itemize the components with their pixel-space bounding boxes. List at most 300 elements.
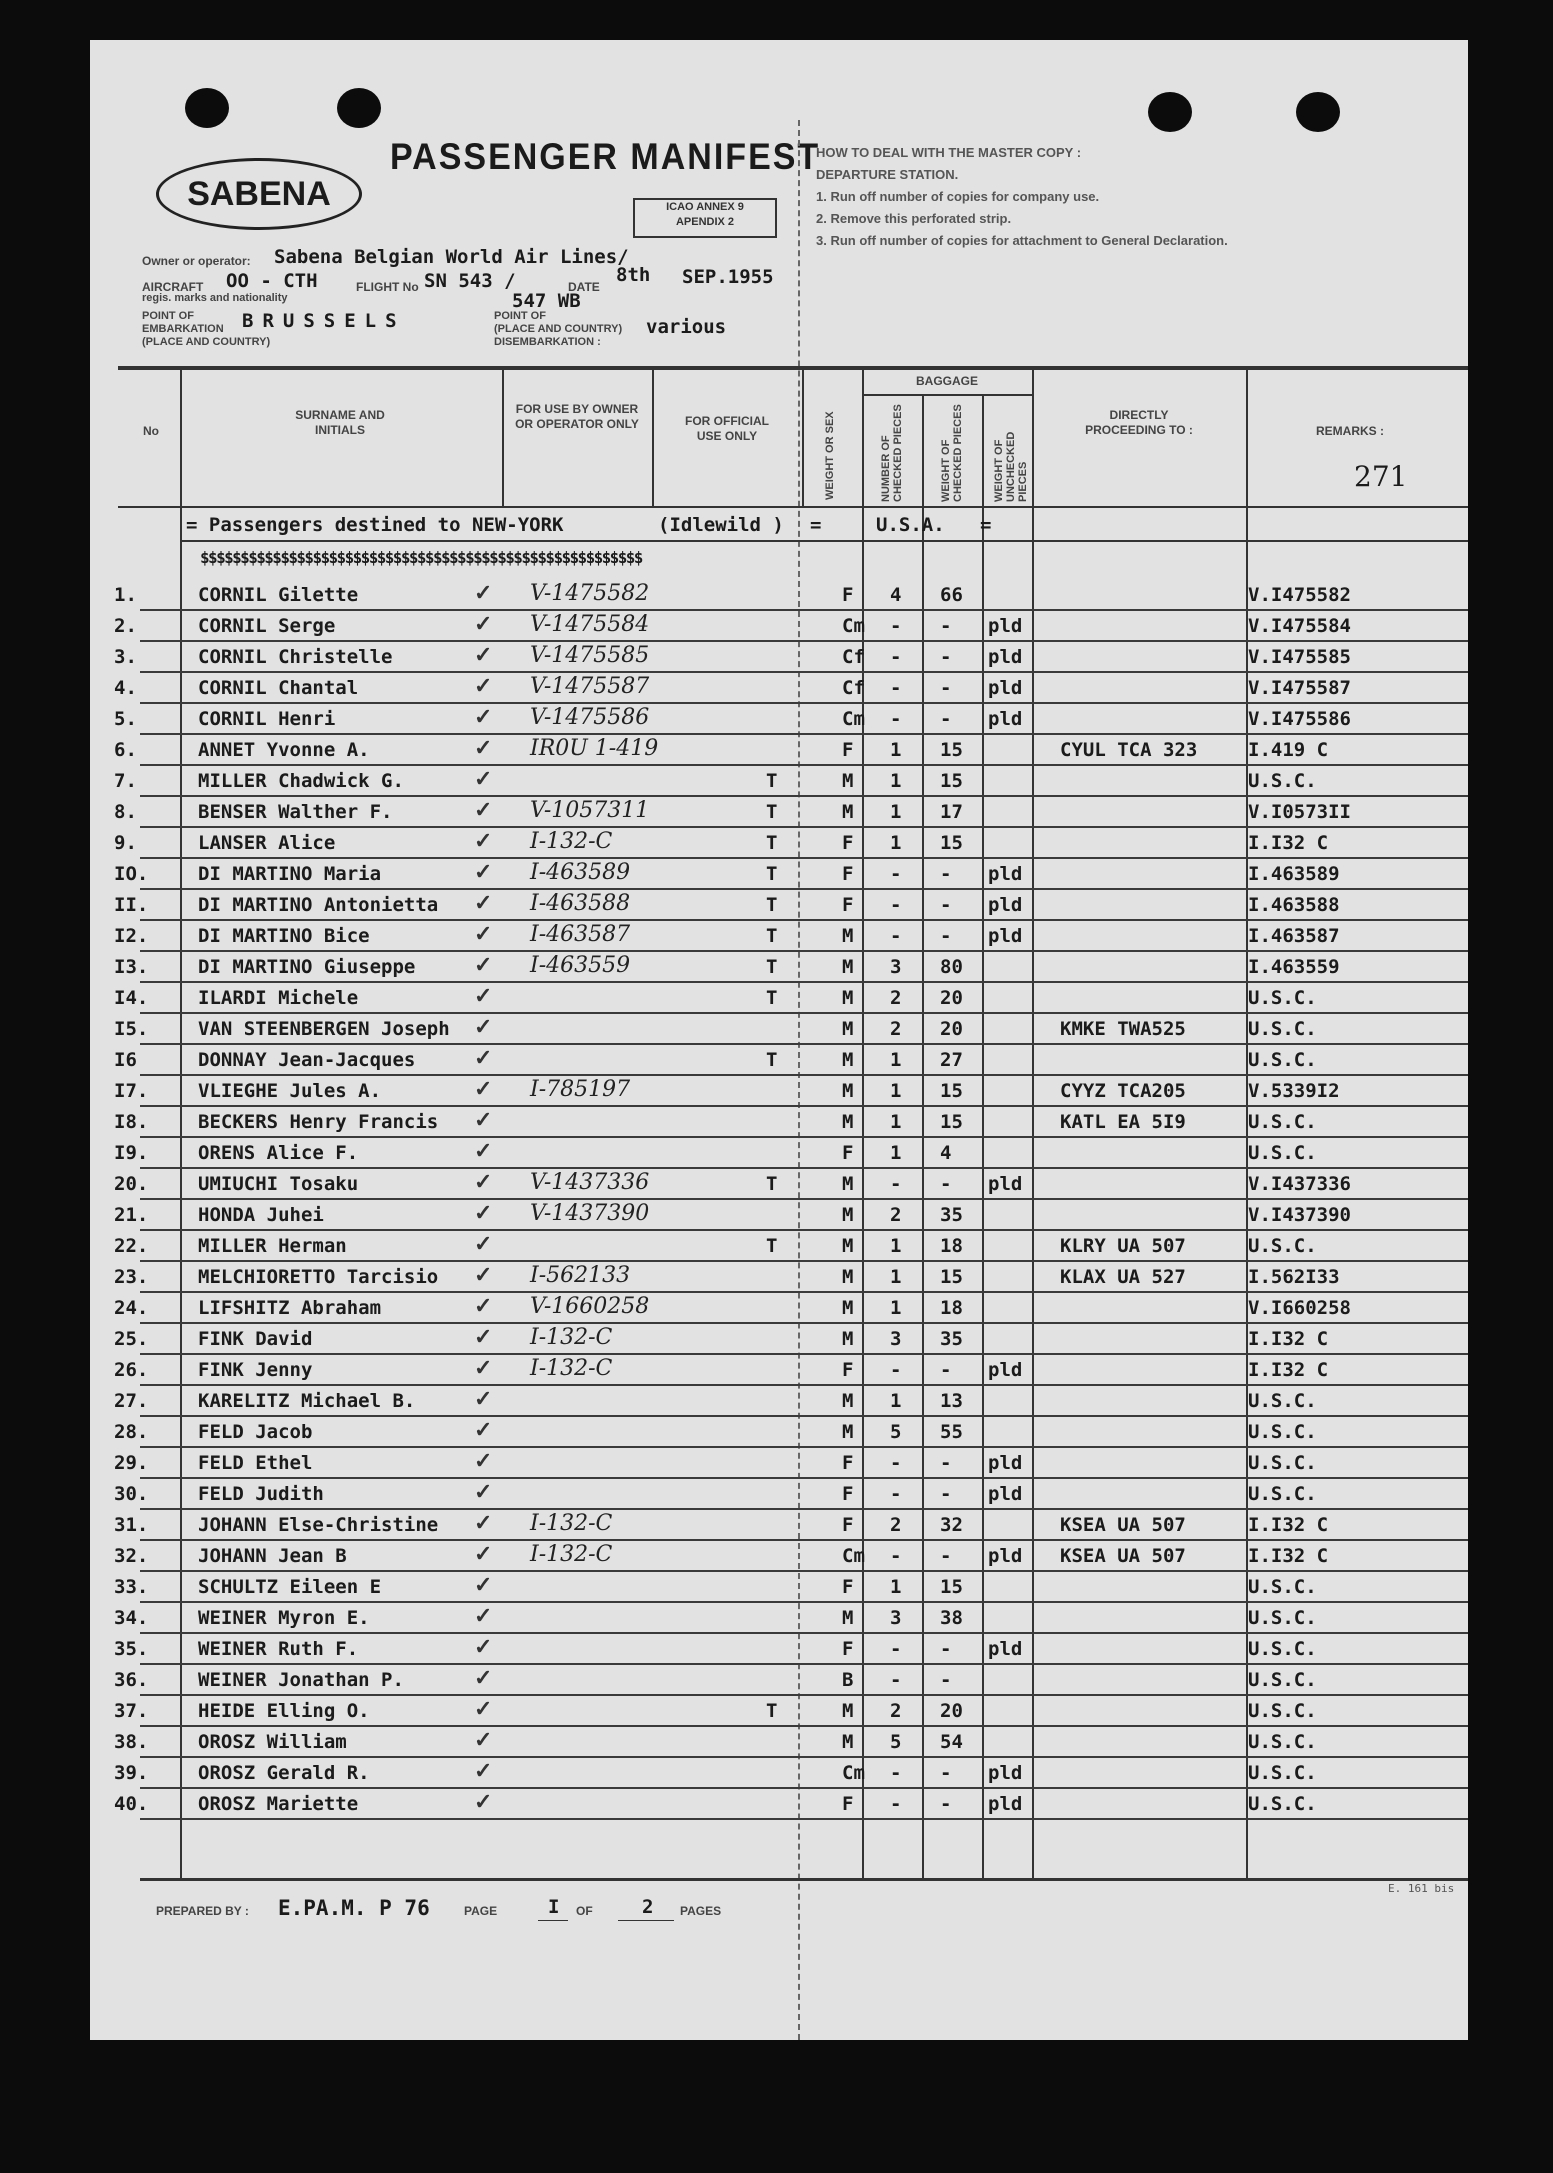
date-label: DATE (568, 280, 600, 294)
passenger-name: DI MARTINO Bice (198, 925, 370, 947)
passenger-sex: M (842, 1049, 854, 1071)
passenger-row (90, 1479, 1468, 1510)
checked-pieces: 2 (890, 1700, 902, 1722)
passport-handwritten: V-1475585 (530, 643, 650, 668)
passenger-number: 29. (114, 1452, 149, 1474)
checked-weight: 20 (940, 1018, 963, 1040)
passenger-number: 38. (114, 1731, 149, 1753)
header-weight-sex: WEIGHT OR SEX (824, 411, 836, 500)
flight-value: SN 543 / (424, 270, 516, 292)
passenger-number: 35. (114, 1638, 149, 1660)
passenger-number: II. (114, 894, 149, 916)
remark: I.463559 (1248, 956, 1340, 978)
transit-mark: T (766, 894, 778, 916)
passenger-number: 36. (114, 1669, 149, 1691)
passport-handwritten: V-1475582 (530, 581, 650, 606)
passenger-row (90, 1107, 1468, 1138)
check-mark-icon: ✓ (474, 1758, 493, 1784)
passenger-sex: M (842, 1700, 854, 1722)
remark: I.I32 C (1248, 1328, 1329, 1350)
passenger-sex: Cm (842, 1762, 865, 1784)
passenger-sex: F (842, 1638, 854, 1660)
passenger-row (90, 1665, 1468, 1696)
passenger-sex: F (842, 739, 854, 761)
passport-handwritten: I-132-C (530, 1511, 613, 1536)
remark: U.S.C. (1248, 987, 1317, 1009)
punch-hole-4 (1296, 92, 1340, 132)
page-underline (538, 1920, 568, 1921)
unchecked-weight: pld (988, 615, 1023, 637)
passenger-name: MELCHIORETTO Tarcisio (198, 1266, 439, 1288)
passenger-name: ILARDI Michele (198, 987, 359, 1009)
checked-pieces: - (890, 1452, 902, 1474)
checked-pieces: - (890, 1793, 902, 1815)
check-mark-icon: ✓ (474, 580, 493, 606)
checked-weight: - (940, 1173, 952, 1195)
connecting-flight: KMKE TWA525 (1060, 1018, 1186, 1040)
checked-pieces: - (890, 863, 902, 885)
checked-weight: - (940, 1452, 952, 1474)
header-weight-unchecked: WEIGHT OF UNCHECKED PIECES (993, 431, 1029, 502)
passenger-sex: M (842, 1731, 854, 1753)
check-mark-icon: ✓ (474, 983, 493, 1009)
unchecked-weight: pld (988, 925, 1023, 947)
passenger-row (90, 1169, 1468, 1200)
passport-handwritten: V-1475587 (530, 674, 650, 699)
checked-pieces: 1 (890, 1142, 902, 1164)
passenger-number: 28. (114, 1421, 149, 1443)
passport-handwritten: V-1660258 (530, 1294, 650, 1319)
unchecked-weight: pld (988, 677, 1023, 699)
passenger-name: WEINER Ruth F. (198, 1638, 359, 1660)
checked-weight: 13 (940, 1390, 963, 1412)
checked-pieces: - (890, 708, 902, 730)
passenger-row (90, 890, 1468, 921)
passenger-name: SCHULTZ Eileen E (198, 1576, 382, 1598)
pages-label: PAGES (680, 1904, 722, 1918)
check-mark-icon: ✓ (474, 1634, 493, 1660)
unchecked-weight: pld (988, 1483, 1023, 1505)
check-mark-icon: ✓ (474, 1603, 493, 1629)
passenger-name: LANSER Alice (198, 832, 336, 854)
remark: U.S.C. (1248, 1638, 1317, 1660)
table-bottom-border (140, 1878, 1468, 1881)
passport-handwritten: I-463587 (530, 922, 631, 947)
passenger-row (90, 828, 1468, 859)
passenger-sex: M (842, 1080, 854, 1102)
passenger-sex: M (842, 1297, 854, 1319)
checked-weight: - (940, 894, 952, 916)
connecting-flight: CYUL TCA 323 (1060, 739, 1198, 761)
passenger-number: I7. (114, 1080, 149, 1102)
passenger-sex: F (842, 832, 854, 854)
passenger-name: DI MARTINO Maria (198, 863, 382, 885)
checked-weight: 15 (940, 832, 963, 854)
passenger-row (90, 611, 1468, 642)
check-mark-icon: ✓ (474, 611, 493, 637)
checked-pieces: 1 (890, 801, 902, 823)
passport-handwritten: I-132-C (530, 1356, 613, 1381)
passenger-number: 37. (114, 1700, 149, 1722)
passenger-name: LIFSHITZ Abraham (198, 1297, 382, 1319)
remark: I.I32 C (1248, 1359, 1329, 1381)
passenger-name: HEIDE Elling O. (198, 1700, 370, 1722)
passport-handwritten: V-1475584 (530, 612, 650, 637)
checked-pieces: 1 (890, 1266, 902, 1288)
remark: I.463587 (1248, 925, 1340, 947)
checked-weight: 15 (940, 1576, 963, 1598)
transit-mark: T (766, 1700, 778, 1722)
passenger-row (90, 1386, 1468, 1417)
passenger-number: 9. (114, 832, 137, 854)
remark: V.I475582 (1248, 584, 1351, 606)
passenger-name: VAN STEENBERGEN Joseph (198, 1018, 450, 1040)
passenger-number: 7. (114, 770, 137, 792)
checked-pieces: 1 (890, 1297, 902, 1319)
checked-weight: 54 (940, 1731, 963, 1753)
banner-destination: = Passengers destined to NEW-YORK (186, 514, 564, 536)
unchecked-weight: pld (988, 1545, 1023, 1567)
remark: I.I32 C (1248, 832, 1329, 854)
checked-pieces: 1 (890, 1235, 902, 1257)
unchecked-weight: pld (988, 863, 1023, 885)
remark: I.I32 C (1248, 1514, 1329, 1536)
instructions-title: HOW TO DEAL WITH THE MASTER COPY : (816, 145, 1082, 160)
date-value: SEP.1955 (682, 266, 774, 288)
passenger-number: 30. (114, 1483, 149, 1505)
checked-pieces: 5 (890, 1421, 902, 1443)
remark: U.S.C. (1248, 1731, 1317, 1753)
passenger-row (90, 952, 1468, 983)
checked-pieces: 2 (890, 1204, 902, 1226)
passenger-number: 4. (114, 677, 137, 699)
instruction-3: 3. Run off number of copies for attachment to General Declaration. (816, 233, 1228, 248)
unchecked-weight: pld (988, 1793, 1023, 1815)
passenger-name: BENSER Walther F. (198, 801, 393, 823)
passenger-sex: Cm (842, 708, 865, 730)
checked-pieces: - (890, 925, 902, 947)
passenger-name: FELD Ethel (198, 1452, 313, 1474)
checked-weight: 66 (940, 584, 963, 606)
passenger-sex: F (842, 1452, 854, 1474)
passenger-name: CORNIL Henri (198, 708, 336, 730)
passenger-sex: M (842, 956, 854, 978)
passenger-sex: F (842, 863, 854, 885)
passenger-sex: Cf (842, 646, 865, 668)
checked-pieces: - (890, 1669, 902, 1691)
check-mark-icon: ✓ (474, 797, 493, 823)
unchecked-weight: pld (988, 1452, 1023, 1474)
passport-handwritten: I-463589 (530, 860, 631, 885)
unchecked-weight: pld (988, 1359, 1023, 1381)
passenger-name: OROSZ William (198, 1731, 347, 1753)
embark-value: BRUSSELS (242, 310, 406, 332)
passenger-number: 8. (114, 801, 137, 823)
check-mark-icon: ✓ (474, 1355, 493, 1381)
table-top-border (118, 366, 1468, 370)
remark: V.I0573II (1248, 801, 1351, 823)
passenger-name: CORNIL Chantal (198, 677, 359, 699)
checked-pieces: - (890, 646, 902, 668)
passenger-sex: F (842, 1483, 854, 1505)
embark-label-2: EMBARKATION (142, 323, 224, 335)
checked-pieces: 1 (890, 1080, 902, 1102)
unchecked-weight: pld (988, 646, 1023, 668)
check-mark-icon: ✓ (474, 1448, 493, 1474)
passenger-name: FINK Jenny (198, 1359, 313, 1381)
passport-handwritten: V-1057311 (530, 798, 650, 823)
passport-handwritten: IR0U 1-419 (530, 736, 659, 761)
passenger-row (90, 735, 1468, 766)
page-title: PASSENGER MANIFEST (390, 136, 821, 178)
checked-weight: 80 (940, 956, 963, 978)
passenger-number: 22. (114, 1235, 149, 1257)
passenger-number: 27. (114, 1390, 149, 1412)
checked-pieces: - (890, 1545, 902, 1567)
check-mark-icon: ✓ (474, 673, 493, 699)
checked-weight: 15 (940, 1111, 963, 1133)
checked-pieces: 4 (890, 584, 902, 606)
remark: V.I475586 (1248, 708, 1351, 730)
check-mark-icon: ✓ (474, 859, 493, 885)
checked-weight: 35 (940, 1204, 963, 1226)
passenger-row (90, 921, 1468, 952)
check-mark-icon: ✓ (474, 1386, 493, 1412)
passport-handwritten: I-132-C (530, 829, 613, 854)
passenger-sex: M (842, 1173, 854, 1195)
remark: U.S.C. (1248, 1142, 1317, 1164)
passenger-name: VLIEGHE Jules A. (198, 1080, 382, 1102)
passenger-sex: M (842, 987, 854, 1009)
passenger-row (90, 1696, 1468, 1727)
passenger-name: JOHANN Jean B (198, 1545, 347, 1567)
passenger-row (90, 1727, 1468, 1758)
passenger-number: I8. (114, 1111, 149, 1133)
disembark-label (494, 310, 622, 349)
check-mark-icon: ✓ (474, 1789, 493, 1815)
checked-weight: - (940, 1793, 952, 1815)
regis-label: regis. marks and nationality (142, 292, 288, 304)
transit-mark: T (766, 1049, 778, 1071)
checked-weight: - (940, 1359, 952, 1381)
checked-weight: - (940, 615, 952, 637)
remark: I.I32 C (1248, 1545, 1329, 1567)
unchecked-weight: pld (988, 708, 1023, 730)
passport-handwritten: I-463588 (530, 891, 631, 916)
checked-weight: 35 (940, 1328, 963, 1350)
logo-text: SABENA (187, 174, 331, 213)
header-num-checked: NUMBER OF CHECKED PIECES (880, 404, 904, 502)
passenger-number: 25. (114, 1328, 149, 1350)
passenger-sex: F (842, 1359, 854, 1381)
passenger-sex: F (842, 1793, 854, 1815)
passenger-name: FELD Judith (198, 1483, 324, 1505)
passenger-number: I2. (114, 925, 149, 947)
passenger-name: BECKERS Henry Francis (198, 1111, 439, 1133)
checked-pieces: 1 (890, 739, 902, 761)
passenger-row (90, 1076, 1468, 1107)
passenger-row (90, 1417, 1468, 1448)
remark: U.S.C. (1248, 1018, 1317, 1040)
passenger-name: DONNAY Jean-Jacques (198, 1049, 416, 1071)
checked-pieces: 5 (890, 1731, 902, 1753)
passenger-name: OROSZ Gerald R. (198, 1762, 370, 1784)
date-day: 8th (616, 264, 651, 286)
checked-weight: 15 (940, 770, 963, 792)
checked-pieces: - (890, 1762, 902, 1784)
check-mark-icon: ✓ (474, 1417, 493, 1443)
page-number: 271 (1354, 460, 1408, 493)
manifest-sheet (90, 40, 1468, 2040)
page-label: PAGE (464, 1904, 498, 1918)
header-owner-use: FOR USE BY OWNER OR OPERATOR ONLY (515, 402, 639, 431)
checked-weight: - (940, 1762, 952, 1784)
remark: U.S.C. (1248, 1669, 1317, 1691)
header-weight-checked: WEIGHT OF CHECKED PIECES (940, 404, 964, 502)
check-mark-icon: ✓ (474, 1572, 493, 1598)
passenger-sex: B (842, 1669, 854, 1691)
banner-eq2: = (980, 514, 992, 536)
passport-handwritten: I-463559 (530, 953, 631, 978)
check-mark-icon: ✓ (474, 1169, 493, 1195)
passport-handwritten: I-132-C (530, 1325, 613, 1350)
checked-weight: - (940, 1669, 952, 1691)
disembark-value: various (646, 316, 727, 338)
header-no: No (143, 424, 159, 438)
passenger-number: 1. (114, 584, 137, 606)
check-mark-icon: ✓ (474, 890, 493, 916)
passenger-name: JOHANN Else-Christine (198, 1514, 439, 1536)
passenger-row (90, 1448, 1468, 1479)
disembark-label-1: POINT OF (494, 310, 546, 322)
icao-line-1: ICAO ANNEX 9 (666, 201, 744, 213)
instructions-station: DEPARTURE STATION. (816, 167, 959, 182)
passenger-sex: F (842, 1142, 854, 1164)
check-mark-icon: ✓ (474, 766, 493, 792)
check-mark-icon: ✓ (474, 735, 493, 761)
passenger-name: CORNIL Gilette (198, 584, 359, 606)
passenger-number: 23. (114, 1266, 149, 1288)
passport-handwritten: I-785197 (530, 1077, 631, 1102)
remark: V.I475587 (1248, 677, 1351, 699)
remark: U.S.C. (1248, 1793, 1317, 1815)
aircraft-label: AIRCRAFT (142, 280, 204, 294)
header-directly: DIRECTLY PROCEEDING TO : (1085, 408, 1193, 437)
connecting-flight: CYYZ TCA205 (1060, 1080, 1186, 1102)
transit-mark: T (766, 1235, 778, 1257)
passenger-name: MILLER Herman (198, 1235, 347, 1257)
checked-weight: 27 (940, 1049, 963, 1071)
checked-pieces: - (890, 1359, 902, 1381)
remark: U.S.C. (1248, 1700, 1317, 1722)
checked-weight: - (940, 1638, 952, 1660)
passenger-row (90, 704, 1468, 735)
transit-mark: T (766, 832, 778, 854)
checked-pieces: 2 (890, 1514, 902, 1536)
passenger-name: UMIUCHI Tosaku (198, 1173, 359, 1195)
punch-hole-2 (337, 88, 381, 128)
passenger-row (90, 1231, 1468, 1262)
unchecked-weight: pld (988, 1638, 1023, 1660)
col-line-2 (502, 370, 504, 506)
passenger-sex: M (842, 1607, 854, 1629)
checked-weight: 32 (940, 1514, 963, 1536)
embark-label-1: POINT OF (142, 310, 194, 322)
passenger-name: CORNIL Serge (198, 615, 336, 637)
check-mark-icon: ✓ (474, 1076, 493, 1102)
unchecked-weight: pld (988, 894, 1023, 916)
remark: V.5339I2 (1248, 1080, 1340, 1102)
remark: V.I437336 (1248, 1173, 1351, 1195)
checked-pieces: - (890, 1483, 902, 1505)
instruction-1: 1. Run off number of copies for company use. (816, 189, 1100, 204)
passenger-number: 21. (114, 1204, 149, 1226)
remark: I.463588 (1248, 894, 1340, 916)
transit-mark: T (766, 770, 778, 792)
passenger-row (90, 1262, 1468, 1293)
passenger-sex: F (842, 1514, 854, 1536)
transit-mark: T (766, 925, 778, 947)
header-baggage: BAGGAGE (915, 374, 978, 388)
passenger-row (90, 1541, 1468, 1572)
passenger-number: 40. (114, 1793, 149, 1815)
passenger-name: DI MARTINO Antonietta (198, 894, 439, 916)
check-mark-icon: ✓ (474, 1045, 493, 1071)
pages-underline (618, 1920, 674, 1921)
checked-pieces: 1 (890, 1111, 902, 1133)
header-remarks: REMARKS : (1316, 424, 1384, 438)
passenger-number: 24. (114, 1297, 149, 1319)
dollar-line: $$$$$$$$$$$$$$$$$$$$$$$$$$$$$$$$$$$$$$$$$$$$$$$$$$$$$$$ (200, 548, 642, 567)
passenger-name: ANNET Yvonne A. (198, 739, 370, 761)
passenger-name: OROSZ Mariette (198, 1793, 359, 1815)
passenger-name: HONDA Juhei (198, 1204, 324, 1226)
passenger-name: WEINER Myron E. (198, 1607, 370, 1629)
passenger-number: 31. (114, 1514, 149, 1536)
connecting-flight: KLAX UA 527 (1060, 1266, 1186, 1288)
passenger-sex: M (842, 1421, 854, 1443)
aircraft-value: OO - CTH (226, 270, 318, 292)
passenger-number: I4. (114, 987, 149, 1009)
passenger-name: KARELITZ Michael B. (198, 1390, 416, 1412)
passenger-sex: M (842, 801, 854, 823)
check-mark-icon: ✓ (474, 1479, 493, 1505)
passenger-row (90, 1293, 1468, 1324)
passenger-sex: M (842, 1390, 854, 1412)
remark: I.419 C (1248, 739, 1329, 761)
passenger-row (90, 797, 1468, 828)
embark-label-3: (PLACE AND COUNTRY) (142, 336, 271, 348)
passenger-sex: M (842, 925, 854, 947)
col-line-3 (652, 370, 654, 506)
passenger-number: 32. (114, 1545, 149, 1567)
passenger-name: ORENS Alice F. (198, 1142, 359, 1164)
passenger-row (90, 1045, 1468, 1076)
checked-pieces: - (890, 615, 902, 637)
remark: U.S.C. (1248, 1049, 1317, 1071)
checked-pieces: 3 (890, 1328, 902, 1350)
checked-weight: - (940, 925, 952, 947)
connecting-flight: KSEA UA 507 (1060, 1545, 1186, 1567)
passenger-number: I9. (114, 1142, 149, 1164)
remark: U.S.C. (1248, 1762, 1317, 1784)
passenger-row (90, 1014, 1468, 1045)
check-mark-icon: ✓ (474, 1262, 493, 1288)
checked-weight: 38 (940, 1607, 963, 1629)
header-surname: SURNAME AND INITIALS (295, 408, 385, 437)
checked-pieces: 1 (890, 770, 902, 792)
instructions-block (816, 142, 1228, 252)
